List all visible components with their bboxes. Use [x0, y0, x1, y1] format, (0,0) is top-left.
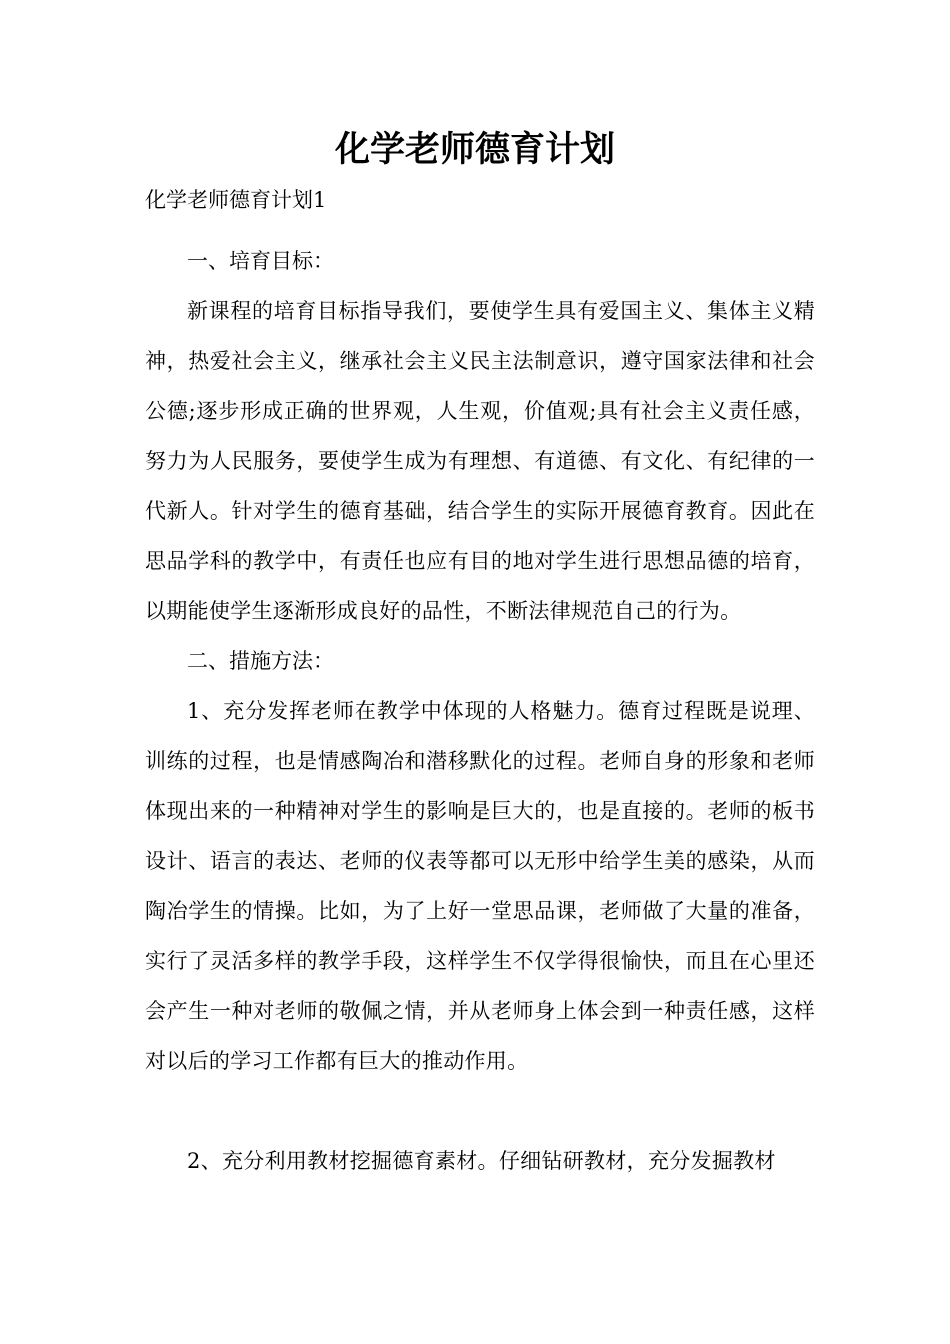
paragraph-measure-2: 2、充分利用教材挖掘德育素材。仔细钻研教材，充分发掘教材	[187, 1149, 776, 1173]
paragraph-spacer	[145, 1086, 815, 1136]
section-heading-measures: 二、措施方法：	[187, 649, 334, 673]
document-title: 化学老师德育计划	[334, 130, 615, 170]
paragraph-measure-1: 1、充分发挥老师在教学中体现的人格魅力。德育过程既是说理、训练的过程，也是情感陶冶和潜移默化的过程。老师自身的形象和老师体现出来的一种精神对学生的影响是巨大的，也是直接的。老师的板书设计、语言的表达、老师的仪表等都可以无形中给学生美的感染，从而陶冶学生的情操。比如，为了上好一堂思品课，老师做了大量的准备，实行了灵活多样的教学手段，这样学生不仅学得很愉快，而且在心里还会产生一种对老师的敬佩之情，并从老师身上体会到一种责任感，这样对以后的学习工作都有巨大的推动作用。	[145, 699, 815, 1073]
paragraph-goals: 新课程的培育目标指导我们，要使学生具有爱国主义、集体主义精神，热爱社会主义，继承社会主义民主法制意识，遵守国家法律和社会公德;逐步形成正确的世界观，人生观，价值观;具有社会主义责任感，努力为人民服务，要使学生成为有理想、有道德、有文化、有纪律的一代新人。针对学生的德育基础，结合学生的实际开展德育教育。因此在思品学科的教学中，有责任也应有目的地对学生进行思想品德的培育，以期能使学生逐渐形成良好的品性，不断法律规范自己的行为。	[145, 299, 815, 623]
document-body	[145, 236, 815, 1186]
section-heading-goals: 一、培育目标：	[187, 249, 334, 273]
document-subtitle: 化学老师德育计划1	[145, 188, 327, 212]
